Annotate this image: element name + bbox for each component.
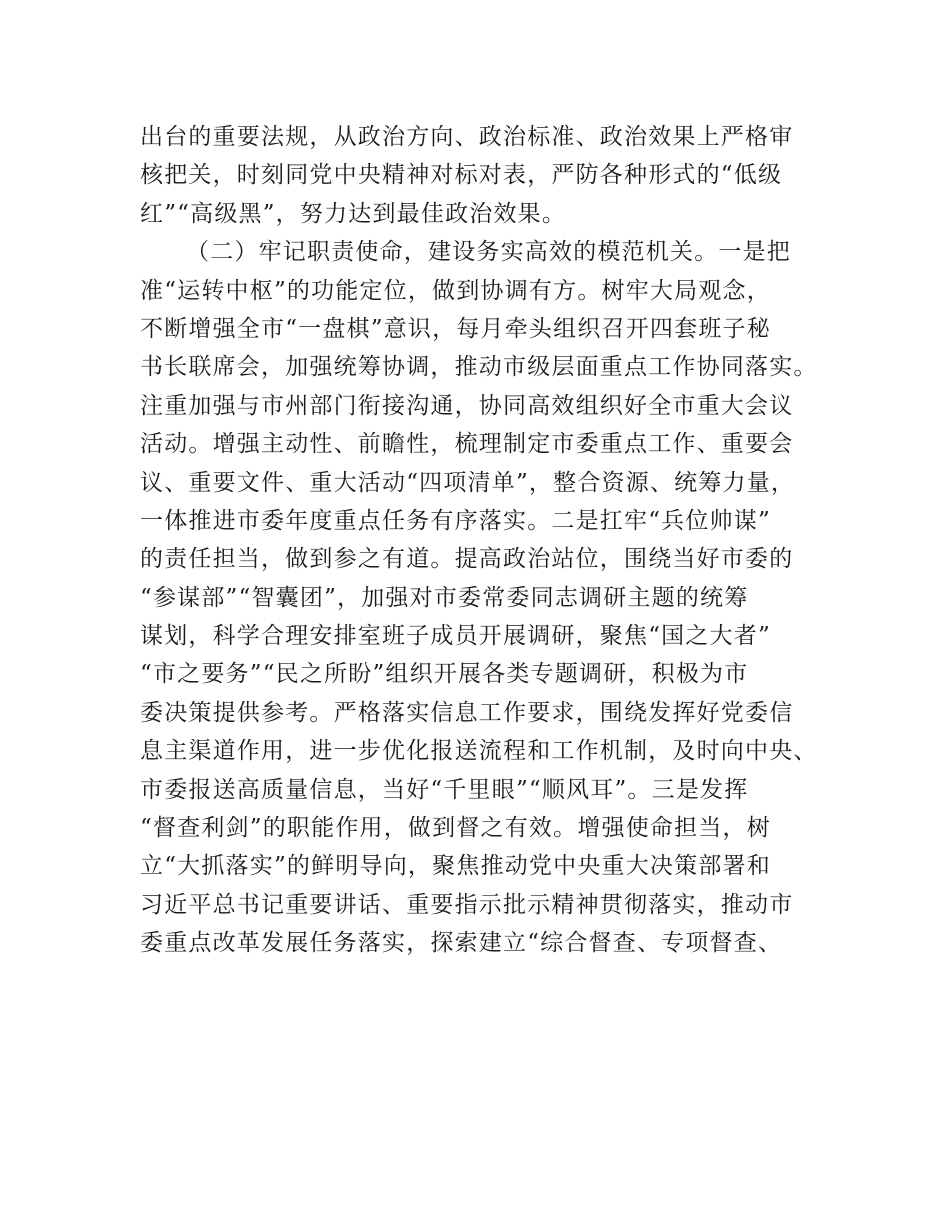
- text-line: 议、重要文件、重大活动“四项清单”，整合资源、统筹力量，: [140, 469, 796, 496]
- text-line: 息主渠道作用，进一步优化报送流程和工作机制，及时向中央、: [140, 738, 818, 765]
- paragraph-start-line: （二）牢记职责使命，建设务实高效的模范机关。一是把: [186, 239, 791, 266]
- text-line: 委决策提供参考。严格落实信息工作要求，围绕发挥好党委信: [140, 699, 794, 726]
- body-text: [140, 118, 830, 963]
- text-line: 谋划，科学合理安排室班子成员开展调研，聚焦“国之大者”: [140, 623, 771, 650]
- text-line: “参谋部”“智囊团”，加强对市委常委同志调研主题的统筹: [140, 584, 749, 611]
- text-line: 核把关，时刻同党中央精神对标对表，严防各种形式的“低级: [140, 162, 783, 189]
- text-line: 活动。增强主动性、前瞻性，梳理制定市委重点工作、重要会: [140, 431, 794, 458]
- text-line: 准“运转中枢”的功能定位，做到协调有方。树牢大局观念，: [140, 277, 771, 304]
- text-line: “市之要务”“民之所盼”组织开展各类专题调研，积极为市: [140, 661, 749, 688]
- text-line: 委重点改革发展任务落实，探索建立“综合督查、专项督查、: [140, 930, 783, 957]
- text-line: 书长联席会，加强统筹协调，推动市级层面重点工作协同落实。: [140, 354, 818, 381]
- text-line: 注重加强与市州部门衔接沟通，协同高效组织好全市重大会议: [140, 392, 794, 419]
- text-line: 一体推进市委年度重点任务有序落实。二是扛牢“兵位帅谋”: [140, 507, 771, 534]
- text-line: 的责任担当，做到参之有道。提高政治站位，围绕当好市委的: [140, 546, 794, 573]
- text-line: 不断增强全市“一盘棋”意识，每月牵头组织召开四套班子秘: [140, 315, 771, 342]
- text-line: 习近平总书记重要讲话、重要指示批示精神贯彻落实，推动市: [140, 891, 794, 918]
- text-line: “督查利剑”的职能作用，做到督之有效。增强使命担当，树: [140, 815, 771, 842]
- text-line: 立“大抓落实”的鲜明导向，聚焦推动党中央重大决策部署和: [140, 853, 771, 880]
- text-line: 出台的重要法规，从政治方向、政治标准、政治效果上严格审: [140, 124, 794, 150]
- text-line: 市委报送高质量信息，当好“千里眼”“顺风耳”。三是发挥: [140, 776, 749, 803]
- text-line: 红”“高级黑”，努力达到最佳政治效果。: [140, 200, 567, 227]
